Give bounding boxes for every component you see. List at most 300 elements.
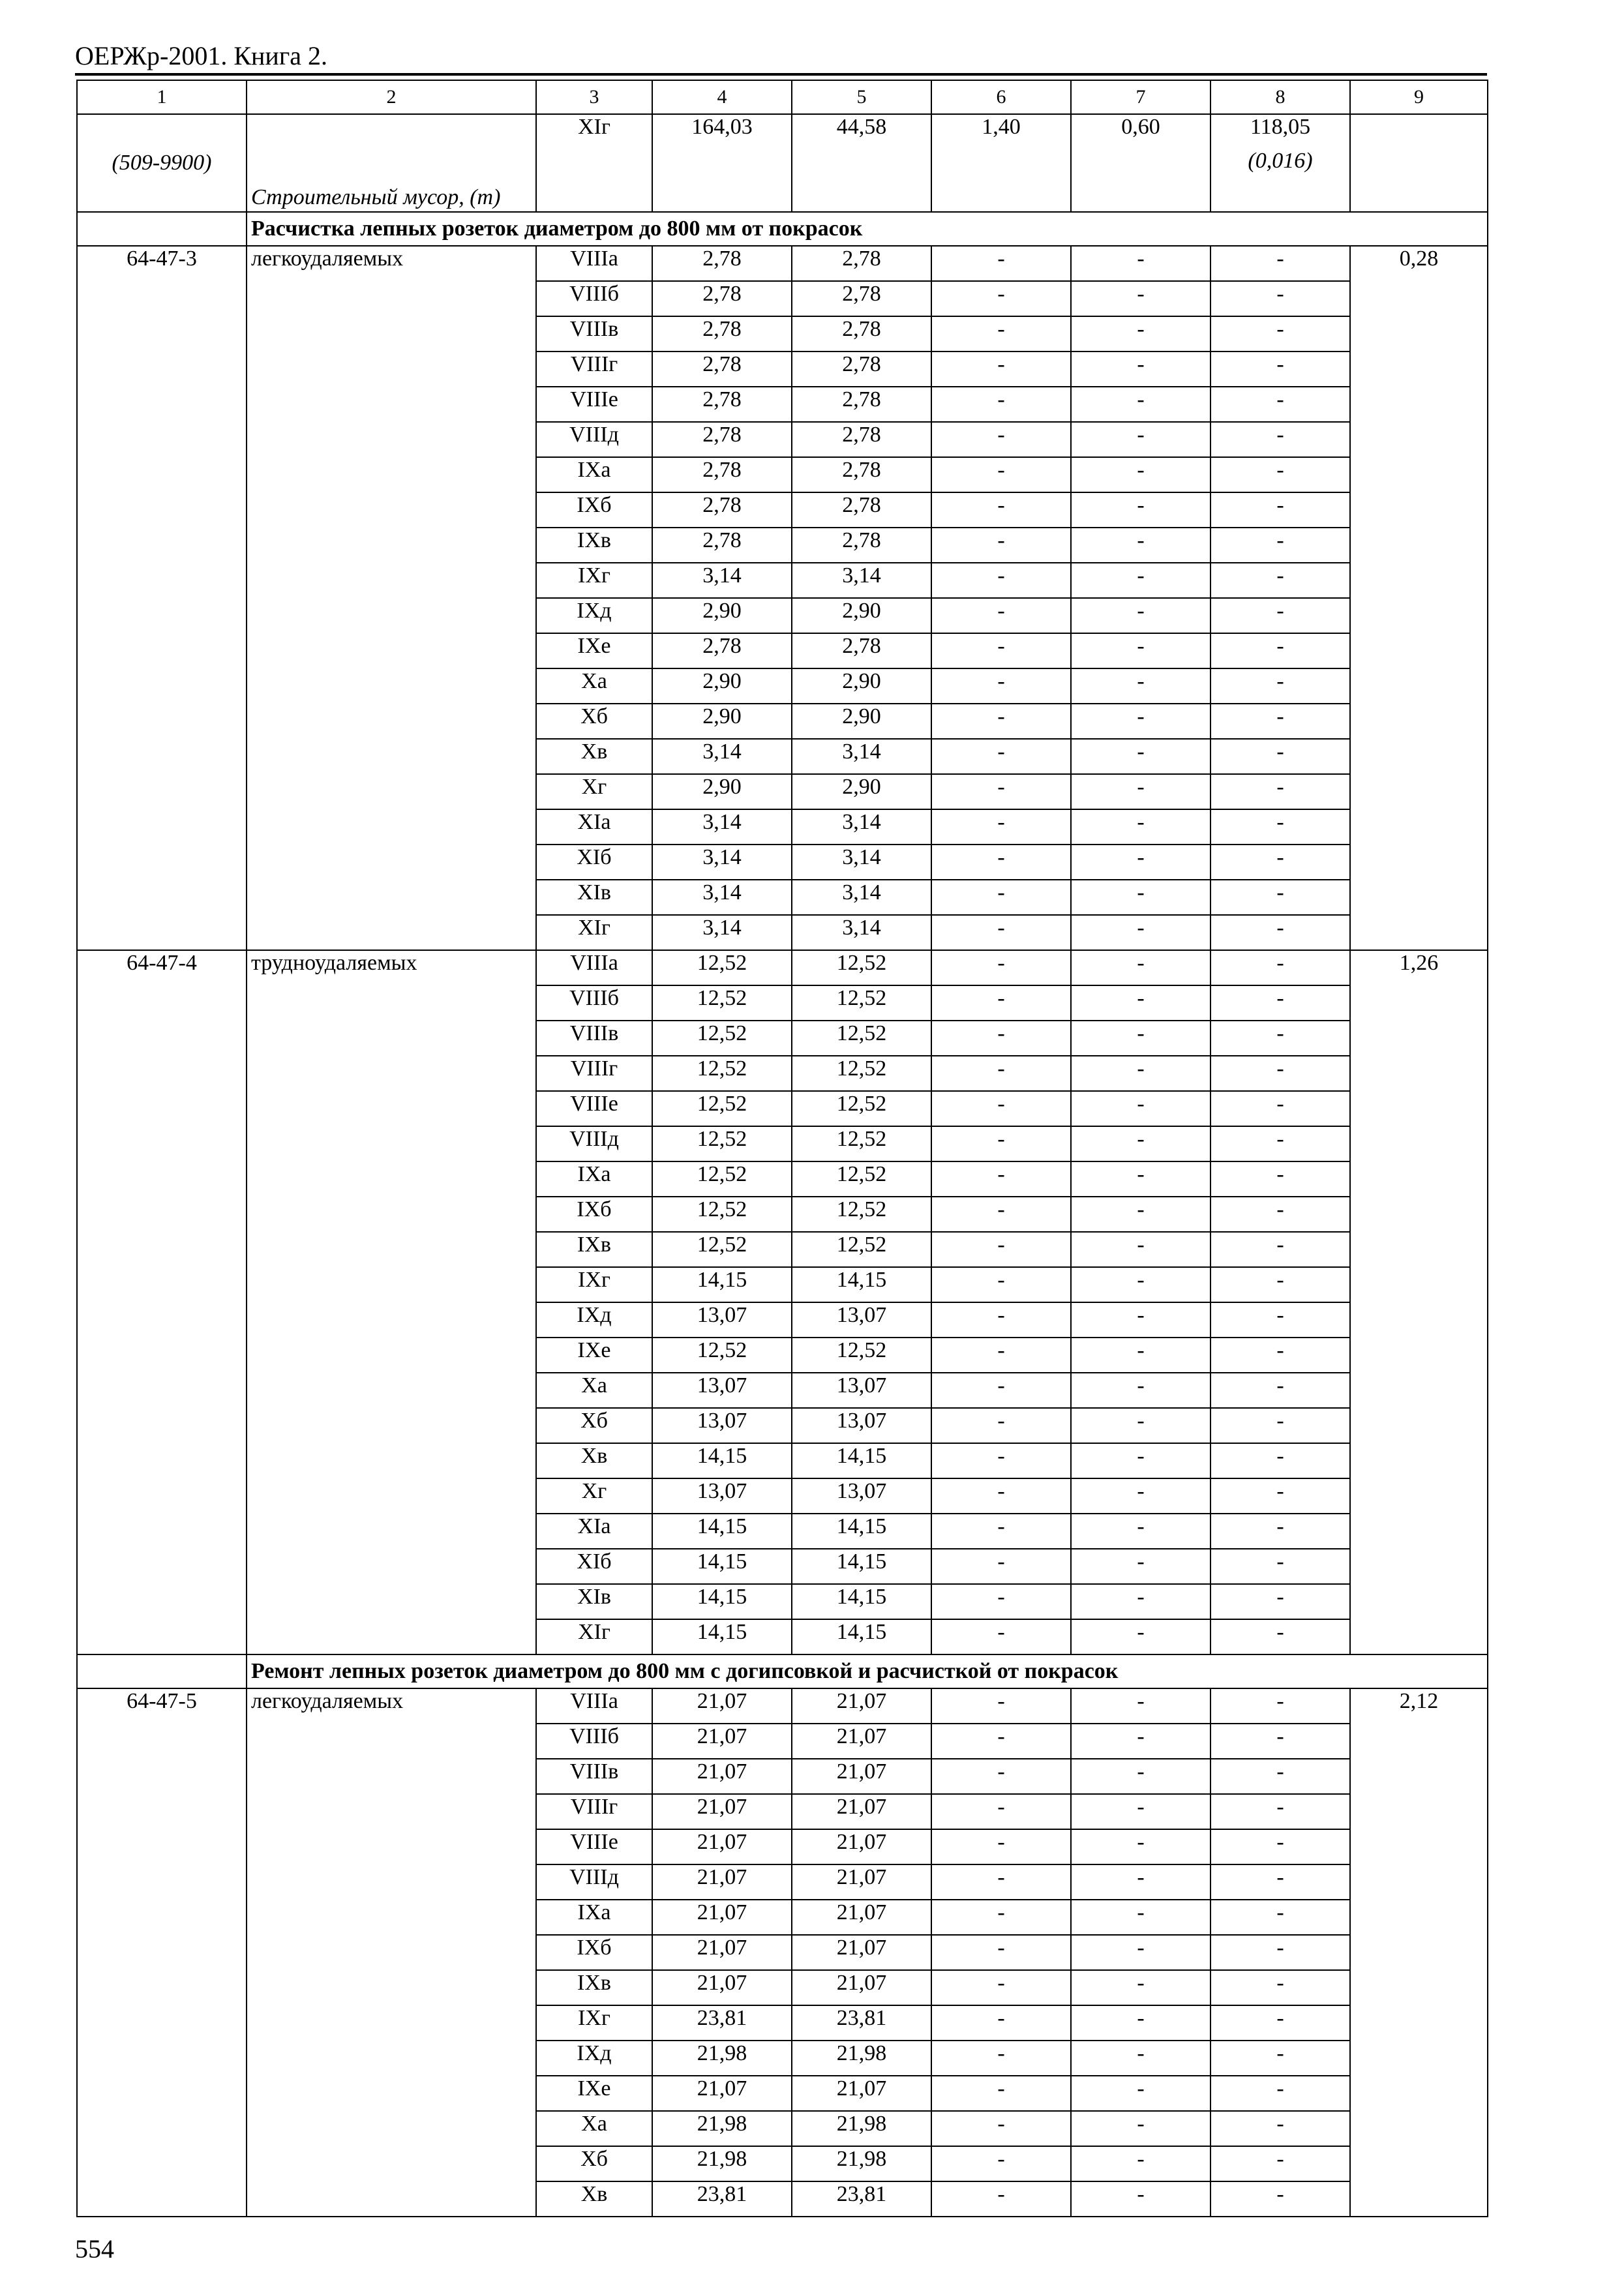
value-cell: - [1071, 1408, 1210, 1443]
value-cell: 2,78 [652, 316, 792, 352]
value-cell: 12,52 [652, 1091, 792, 1126]
value-cell: - [1210, 1619, 1350, 1654]
value-cell: 14,15 [652, 1549, 792, 1584]
value-cell: 21,07 [792, 1688, 931, 1724]
value-cell: - [1210, 633, 1350, 668]
value-cell: - [1071, 1935, 1210, 1970]
value-cell: - [1071, 1161, 1210, 1197]
value-cell: - [1071, 2111, 1210, 2146]
zone-cell: XIг [536, 114, 652, 212]
value-cell: - [1071, 1197, 1210, 1232]
value-cell: - [1210, 1267, 1350, 1302]
value-cell: - [931, 1056, 1071, 1091]
value-cell: - [1210, 739, 1350, 774]
value-cell: - [1210, 1302, 1350, 1338]
value-cell: 2,90 [792, 668, 931, 704]
value-cell: - [1210, 1688, 1350, 1724]
value-cell: 13,07 [792, 1408, 931, 1443]
zone-cell: Xв [536, 739, 652, 774]
zone-cell: IXд [536, 598, 652, 633]
value-cell: 13,07 [792, 1478, 931, 1514]
zone-cell: VIIIе [536, 1091, 652, 1126]
value-cell: - [1210, 1724, 1350, 1759]
value-cell: - [1071, 1478, 1210, 1514]
value-cell: - [1210, 1478, 1350, 1514]
value-cell: - [1071, 1302, 1210, 1338]
value-cell: 23,81 [652, 2005, 792, 2041]
value-cell [1210, 114, 1350, 212]
value-cell: - [1071, 633, 1210, 668]
value-cell: 14,15 [792, 1443, 931, 1478]
value-cell: - [1071, 809, 1210, 845]
zone-cell: Xв [536, 1443, 652, 1478]
zone-cell: IXв [536, 1232, 652, 1267]
column-number: 5 [792, 80, 931, 114]
value-cell: 2,90 [792, 774, 931, 809]
section-spacer [77, 1654, 247, 1688]
zone-cell: IXд [536, 1302, 652, 1338]
value-cell: 21,98 [652, 2146, 792, 2181]
value-cell: - [1210, 246, 1350, 281]
value-cell: 2,78 [652, 457, 792, 492]
value-cell: - [1071, 880, 1210, 915]
value-cell: - [931, 422, 1071, 457]
value-cell: 2,78 [652, 352, 792, 387]
value-cell: 13,07 [652, 1302, 792, 1338]
value-cell: - [1071, 774, 1210, 809]
zone-cell: VIIIб [536, 281, 652, 316]
zone-cell: XIб [536, 1549, 652, 1584]
value-cell: 13,07 [652, 1478, 792, 1514]
zone-cell: Xб [536, 704, 652, 739]
zone-cell: Xг [536, 774, 652, 809]
value-cell: - [1071, 845, 1210, 880]
value-cell: - [1071, 563, 1210, 598]
value-cell: 2,78 [792, 633, 931, 668]
value-cell: 21,07 [792, 1900, 931, 1935]
value-cell: - [1071, 1864, 1210, 1900]
value-cell: 2,78 [792, 422, 931, 457]
value-cell: - [1210, 774, 1350, 809]
value-cell: - [1210, 2005, 1350, 2041]
value-cell: 14,15 [652, 1267, 792, 1302]
table-row [77, 246, 1488, 281]
value-cell: - [1210, 2146, 1350, 2181]
value-cell: - [1071, 1267, 1210, 1302]
zone-cell: Xб [536, 1408, 652, 1443]
value-cell: 2,78 [792, 387, 931, 422]
value-cell: - [931, 2076, 1071, 2111]
value-cell: - [1071, 281, 1210, 316]
zone-cell: VIIIа [536, 950, 652, 985]
value-cell: - [1071, 2146, 1210, 2181]
value-cell: 2,78 [792, 492, 931, 528]
value-cell: - [1071, 1794, 1210, 1829]
document-header: ОЕРЖр-2001. Книга 2. [75, 41, 327, 70]
column-number: 4 [652, 80, 792, 114]
value-cell: 14,15 [792, 1549, 931, 1584]
value-cell: - [931, 2146, 1071, 2181]
zone-cell: VIIIв [536, 1759, 652, 1794]
value-cell: 13,07 [652, 1373, 792, 1408]
zone-cell: IXа [536, 1161, 652, 1197]
value-cell: 21,07 [652, 1759, 792, 1794]
zone-cell: VIIIг [536, 352, 652, 387]
column-number: 7 [1071, 80, 1210, 114]
value-cell: 2,78 [792, 316, 931, 352]
value-cell: - [1071, 739, 1210, 774]
value-cell: 21,07 [792, 1724, 931, 1759]
zone-cell: IXб [536, 1197, 652, 1232]
value-cell: 21,07 [792, 1970, 931, 2005]
value-cell: - [1210, 1126, 1350, 1161]
value-cell: - [931, 316, 1071, 352]
value-cell: - [931, 563, 1071, 598]
value-cell: - [1210, 1935, 1350, 1970]
value-cell: 12,52 [792, 1021, 931, 1056]
value-cell: - [1071, 528, 1210, 563]
value-cell: 21,07 [652, 1794, 792, 1829]
material-name: Строительный мусор, (т) [247, 114, 536, 212]
value-cell: - [1071, 1091, 1210, 1126]
value-cell: - [1071, 1759, 1210, 1794]
value-sub: (0,016) [1248, 149, 1313, 173]
value-cell: 3,14 [652, 915, 792, 950]
value-cell: 3,14 [792, 809, 931, 845]
value-cell: - [1210, 1794, 1350, 1829]
value-cell: - [931, 1197, 1071, 1232]
table-row [77, 1688, 1488, 1724]
value-cell: - [931, 1126, 1071, 1161]
value-cell: - [931, 598, 1071, 633]
norm-name: трудноудаляемых [247, 950, 536, 1654]
value-cell: - [931, 1091, 1071, 1126]
value-cell: 14,15 [792, 1619, 931, 1654]
value-cell: - [931, 457, 1071, 492]
section-title: Ремонт лепных розеток диаметром до 800 мм с догипсовкой и расчисткой от покрасок [247, 1654, 1488, 1688]
column-number: 8 [1210, 80, 1350, 114]
zone-cell: IXг [536, 2005, 652, 2041]
value-cell: 14,15 [652, 1514, 792, 1549]
value-cell: - [1071, 668, 1210, 704]
column-number-row [77, 80, 1488, 114]
value-cell: 12,52 [652, 1197, 792, 1232]
value-cell: - [931, 1478, 1071, 1514]
value-cell: 23,81 [792, 2005, 931, 2041]
value-cell: - [931, 809, 1071, 845]
value-cell: - [1210, 915, 1350, 950]
material-code: (509-9900) [77, 114, 247, 212]
zone-cell: VIIIе [536, 387, 652, 422]
value-cell: - [931, 915, 1071, 950]
value-cell: - [931, 1443, 1071, 1478]
zone-cell: VIIIв [536, 316, 652, 352]
value-cell: - [1210, 985, 1350, 1021]
value-cell: - [1210, 352, 1350, 387]
value-cell: - [1210, 880, 1350, 915]
zone-cell: VIIIд [536, 1864, 652, 1900]
norm-col9: 2,12 [1350, 1688, 1488, 2217]
value-cell: - [931, 1338, 1071, 1373]
value-cell: 12,52 [652, 1126, 792, 1161]
value-cell: - [1071, 1724, 1210, 1759]
value-cell: 23,81 [652, 2181, 792, 2217]
section-spacer [77, 212, 247, 246]
value-cell: 14,15 [792, 1514, 931, 1549]
value-cell: - [1210, 1549, 1350, 1584]
zone-cell: VIIIе [536, 1829, 652, 1864]
value-cell: 21,07 [652, 1900, 792, 1935]
value-cell: - [931, 1408, 1071, 1443]
value-cell: 3,14 [792, 739, 931, 774]
zone-cell: Xа [536, 1373, 652, 1408]
value-cell: - [1210, 2076, 1350, 2111]
norm-code: 64-47-3 [77, 246, 247, 950]
zone-cell: VIIIб [536, 985, 652, 1021]
zone-cell: VIIIг [536, 1794, 652, 1829]
value-cell: - [1210, 422, 1350, 457]
value-cell: - [931, 1794, 1071, 1829]
value-cell [1350, 114, 1488, 212]
value-cell: 21,07 [652, 1935, 792, 1970]
zone-cell: Xа [536, 668, 652, 704]
value-cell: 12,52 [792, 1232, 931, 1267]
value-cell: - [1210, 1056, 1350, 1091]
value-cell: 13,07 [792, 1302, 931, 1338]
value-cell: - [1210, 1232, 1350, 1267]
value-cell: - [1210, 2181, 1350, 2217]
value-cell: - [931, 668, 1071, 704]
value-cell: - [1071, 1232, 1210, 1267]
value-cell: - [1071, 2041, 1210, 2076]
zone-cell: XIб [536, 845, 652, 880]
value-cell: - [1071, 1900, 1210, 1935]
column-number: 9 [1350, 80, 1488, 114]
value-cell: - [1210, 950, 1350, 985]
value-cell: 2,78 [652, 633, 792, 668]
value-cell: 12,52 [792, 1161, 931, 1197]
value-cell: - [931, 387, 1071, 422]
value-cell: 2,78 [652, 246, 792, 281]
column-number: 6 [931, 80, 1071, 114]
value-cell: 3,14 [792, 563, 931, 598]
value-cell: 21,07 [792, 1864, 931, 1900]
value-cell: 3,14 [792, 845, 931, 880]
zone-cell: XIв [536, 880, 652, 915]
value-cell: - [1210, 563, 1350, 598]
value-cell: 164,03 [652, 114, 792, 212]
value-cell: - [1071, 2181, 1210, 2217]
value-cell: - [1071, 1443, 1210, 1478]
value-cell: 2,78 [652, 422, 792, 457]
norm-code: 64-47-4 [77, 950, 247, 1654]
zone-cell: Xа [536, 2111, 652, 2146]
value-cell: 21,07 [652, 1688, 792, 1724]
value-cell: - [1210, 457, 1350, 492]
zone-cell: IXд [536, 2041, 652, 2076]
zone-cell: VIIIа [536, 246, 652, 281]
value-cell: - [1210, 2041, 1350, 2076]
column-number: 2 [247, 80, 536, 114]
value-cell: 21,07 [652, 2076, 792, 2111]
value-cell: - [1210, 1408, 1350, 1443]
value-cell: - [931, 1759, 1071, 1794]
value-cell: - [931, 1232, 1071, 1267]
value-cell: - [1071, 492, 1210, 528]
value-cell: - [1210, 704, 1350, 739]
value-cell: 2,90 [652, 704, 792, 739]
value-cell: - [1071, 457, 1210, 492]
zone-cell: IXг [536, 563, 652, 598]
value-cell: - [1210, 528, 1350, 563]
value-cell: - [1071, 246, 1210, 281]
value-cell: - [1210, 1584, 1350, 1619]
value-cell: 21,07 [652, 1970, 792, 2005]
table-row [77, 950, 1488, 985]
zone-cell: IXе [536, 2076, 652, 2111]
value-cell: 12,52 [652, 1021, 792, 1056]
norm-name: легкоудаляемых [247, 1688, 536, 2217]
value-cell: 2,78 [652, 528, 792, 563]
value-cell: 14,15 [792, 1584, 931, 1619]
zone-cell: XIа [536, 1514, 652, 1549]
value-cell: - [931, 704, 1071, 739]
column-number: 1 [77, 80, 247, 114]
value-cell: - [931, 246, 1071, 281]
value-cell: - [931, 950, 1071, 985]
value-cell: - [1210, 1443, 1350, 1478]
value-cell: - [1071, 598, 1210, 633]
value-cell: 2,78 [652, 281, 792, 316]
value-cell: 12,52 [792, 1056, 931, 1091]
value-cell: - [931, 1514, 1071, 1549]
norms-table [76, 80, 1488, 2217]
zone-cell: VIIIд [536, 422, 652, 457]
zone-cell: Xб [536, 2146, 652, 2181]
value-cell: 2,90 [652, 668, 792, 704]
value-cell: 12,52 [792, 1126, 931, 1161]
value-cell: - [931, 774, 1071, 809]
value-cell: 12,52 [652, 1338, 792, 1373]
value-cell: - [931, 633, 1071, 668]
value-cell: 3,14 [792, 915, 931, 950]
value-cell: 14,15 [792, 1267, 931, 1302]
value-cell: - [931, 1935, 1071, 1970]
value-cell: - [1210, 492, 1350, 528]
value-cell: - [1210, 809, 1350, 845]
value-cell: - [931, 1970, 1071, 2005]
value-cell: 21,07 [652, 1829, 792, 1864]
value-cell: - [931, 2005, 1071, 2041]
value-cell: - [931, 281, 1071, 316]
value-cell: 21,07 [792, 1935, 931, 1970]
value-cell: 21,98 [652, 2041, 792, 2076]
value-cell: 21,07 [792, 2076, 931, 2111]
zone-cell: XIв [536, 1584, 652, 1619]
value-cell: - [1071, 422, 1210, 457]
value-cell: - [931, 1302, 1071, 1338]
value-main: 118,05 [1250, 115, 1311, 139]
value-cell: - [1071, 1619, 1210, 1654]
value-cell: 2,78 [792, 528, 931, 563]
value-cell: - [1210, 1197, 1350, 1232]
value-cell: - [1210, 1900, 1350, 1935]
zone-cell: IXв [536, 1970, 652, 2005]
norm-code: 64-47-5 [77, 1688, 247, 2217]
value-cell: - [1071, 387, 1210, 422]
header-rule [75, 73, 1487, 76]
value-cell: - [931, 1688, 1071, 1724]
zone-cell: IXа [536, 457, 652, 492]
value-cell: 23,81 [792, 2181, 931, 2217]
page-number: 554 [75, 2234, 114, 2264]
value-cell: - [1071, 1126, 1210, 1161]
value-cell: - [1210, 1970, 1350, 2005]
value-cell: 12,52 [652, 1056, 792, 1091]
value-cell: 44,58 [792, 114, 931, 212]
value-cell: 12,52 [792, 950, 931, 985]
zone-cell: IXб [536, 492, 652, 528]
value-cell: 2,78 [792, 457, 931, 492]
value-cell: 13,07 [792, 1373, 931, 1408]
value-cell: 21,07 [792, 1794, 931, 1829]
value-cell: - [931, 528, 1071, 563]
value-cell: - [1210, 1091, 1350, 1126]
section-title: Расчистка лепных розеток диаметром до 800 мм от покрасок [247, 212, 1488, 246]
zone-cell: VIIIд [536, 1126, 652, 1161]
value-cell: 12,52 [792, 1091, 931, 1126]
value-cell: 21,07 [792, 1759, 931, 1794]
value-cell: - [931, 492, 1071, 528]
value-cell: 21,98 [792, 2041, 931, 2076]
value-cell: - [1071, 1970, 1210, 2005]
value-cell: 3,14 [792, 880, 931, 915]
value-cell: - [931, 1619, 1071, 1654]
value-cell: - [931, 1021, 1071, 1056]
value-cell: 12,52 [652, 1232, 792, 1267]
value-cell: - [931, 1829, 1071, 1864]
value-cell: 21,07 [652, 1864, 792, 1900]
section-row [77, 212, 1488, 246]
value-cell: - [931, 985, 1071, 1021]
value-cell: - [1210, 1161, 1350, 1197]
value-cell: - [1071, 950, 1210, 985]
value-cell: - [1071, 1021, 1210, 1056]
value-cell: - [1210, 1829, 1350, 1864]
value-cell: 14,15 [652, 1443, 792, 1478]
value-cell: - [1071, 985, 1210, 1021]
value-cell: - [931, 1724, 1071, 1759]
value-cell: - [931, 1584, 1071, 1619]
value-cell: 21,07 [652, 1724, 792, 1759]
value-cell: 21,98 [792, 2146, 931, 2181]
value-cell: 2,90 [652, 598, 792, 633]
value-cell: - [931, 845, 1071, 880]
value-cell: 3,14 [652, 809, 792, 845]
value-cell: 12,52 [792, 1197, 931, 1232]
value-cell: - [931, 880, 1071, 915]
zone-cell: Xв [536, 2181, 652, 2217]
value-cell: - [1210, 281, 1350, 316]
value-cell: 2,78 [652, 492, 792, 528]
norm-name: легкоудаляемых [247, 246, 536, 950]
value-cell: - [931, 2181, 1071, 2217]
value-cell: - [1210, 1021, 1350, 1056]
value-cell: 2,90 [792, 598, 931, 633]
value-cell: - [1210, 387, 1350, 422]
value-cell: 3,14 [652, 563, 792, 598]
value-cell: - [1210, 1759, 1350, 1794]
